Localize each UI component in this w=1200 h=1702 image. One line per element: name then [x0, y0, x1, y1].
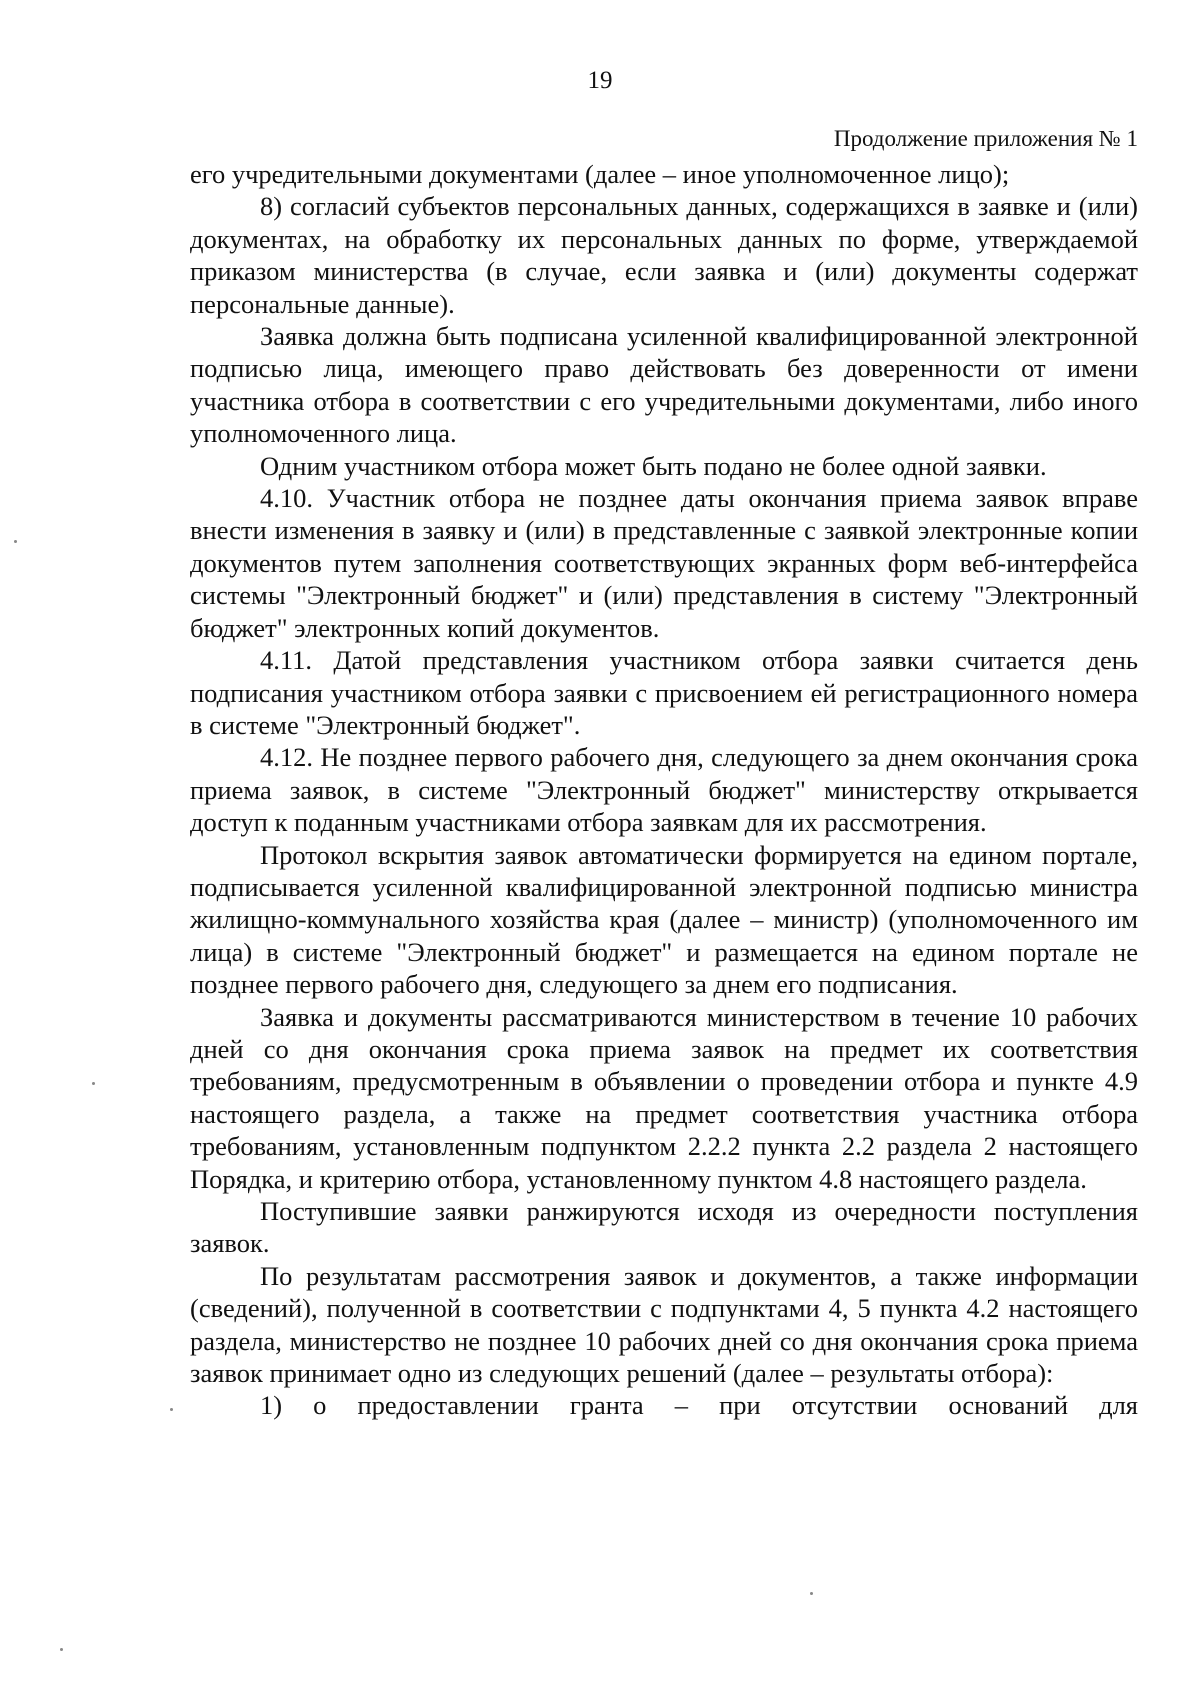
scan-speck [810, 1592, 813, 1595]
paragraph-4-12: 4.12. Не позднее первого рабочего дня, следующего за днем окончания срока приема заявок, в системе "Электронный бюджет" министерству открывается доступ к поданным участниками отбора заявкам для их рассмотрения. [190, 742, 1138, 838]
paragraph-one-application: Одним участником отбора может быть подано не более одной заявки. [260, 450, 1047, 481]
paragraph-item-8: 8) согласий субъектов персональных данных, содержащихся в заявке и (или) документах, на обработку их персональных данных по форме, утверждаемой приказом министерства (в случае, если заявка и (или) документы содержат персональные данные). [190, 191, 1138, 319]
paragraph-review-period: Заявка и документы рассматриваются министерством в течение 10 рабочих дней со дня окончания срока приема заявок на предмет их соответствия требованиям, предусмотренным в объявлении о проведении отбора и пункте 4.9 настоящего раздела, а также на предмет соответствия участника отбора требованиям, установленным подпунктом 2.2.2 пункта 2.2 раздела 2 настоящего Порядка, и критерию отбора, установленному пунктом 4.8 настоящего раздела. [190, 1001, 1138, 1194]
scan-speck [170, 1408, 173, 1411]
paragraph-ranking: Поступившие заявки ранжируются исходя из очередности поступления заявок. [190, 1196, 1138, 1259]
scan-speck [92, 1082, 95, 1085]
paragraph-opening-protocol: Протокол вскрытия заявок автоматически формируется на едином портале, подписывается усиленной квалифицированной электронной подписью министра жилищно-коммунального хозяйства края (далее – министр) (уполномоченного им лица) в системе "Электронный бюджет" и размещается на едином портале не позднее первого рабочего дня, следующего за днем его подписания. [190, 839, 1138, 1000]
document-body [190, 158, 1138, 1422]
paragraph-signature-requirement: Заявка должна быть подписана усиленной квалифицированной электронной подписью лица, имеющего право действовать без доверенности от имени участника отбора в соответствии с его учредительными документами, либо иного уполномоченного лица. [190, 321, 1138, 449]
paragraph-4-10: 4.10. Участник отбора не позднее даты окончания приема заявок вправе внести изменения в заявку и (или) в представленные с заявкой электронные копии документов путем заполнения соответствующих экранных форм веб-интерфейса системы "Электронный бюджет" и (или) представления в систему "Электронный бюджет" электронных копий документов. [190, 483, 1138, 643]
paragraph-review-results: По результатам рассмотрения заявок и документов, а также информации (сведений), полученной в соответствии с подпунктами 4, 5 пункта 4.2 настоящего раздела, министерство не позднее 10 рабочих дней со дня окончания срока приема заявок принимает одно из следующих решений (далее – результаты отбора): [190, 1260, 1138, 1389]
paragraph-continuation: его учредительными документами (далее – иное уполномоченное лицо); [190, 159, 1010, 189]
paragraph-decision-1: 1) о предоставлении гранта – при отсутствии оснований для [260, 1390, 1138, 1421]
appendix-continuation-note: Продолжение приложения № 1 [833, 126, 1138, 151]
page-number: 19 [587, 67, 613, 94]
scan-speck [60, 1648, 63, 1651]
scan-speck [14, 540, 17, 543]
paragraph-4-11: 4.11. Датой представления участником отбора заявки считается день подписания участником отбора заявки с присвоением ей регистрационного номера в системе "Электронный бюджет". [190, 645, 1138, 740]
